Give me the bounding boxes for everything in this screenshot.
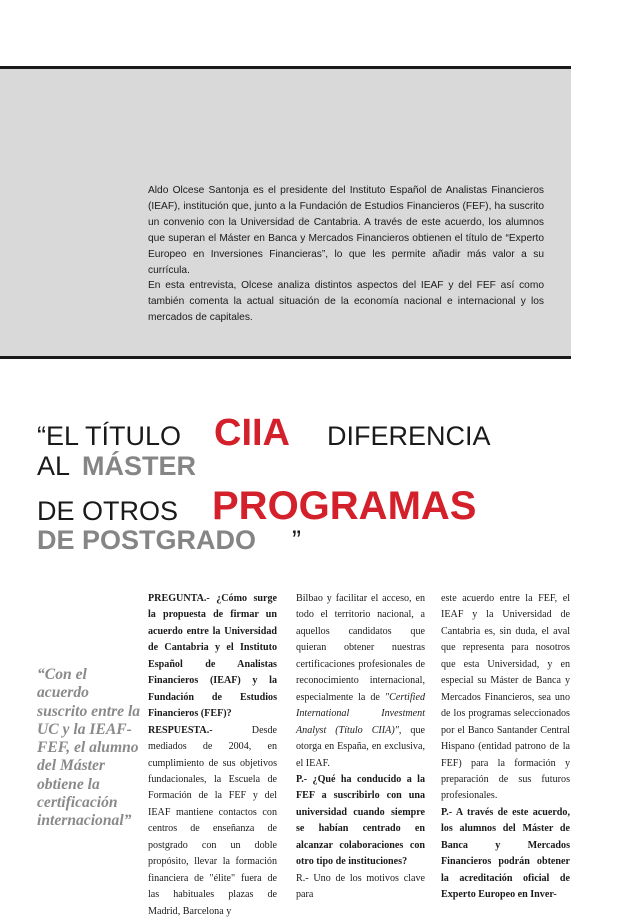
answer-1-continued: Bilbao y facilitar el acceso, en todo el territorio nacional, a aquellos candidatos que quieran obtener nuestras certificaciones profesionales de reconocimiento internacional, especialmente la de <box>296 593 425 703</box>
headline-word-grey: DE POSTGRADO <box>37 525 257 555</box>
article-column-2 <box>296 591 425 904</box>
headline-word-grey: MÁSTER <box>82 451 196 481</box>
answer-2-continued: este acuerdo entre la FEF, el IEAF y la Universidad de Cantabria es, sin duda, el aval que representa para nosotros que esta Universidad, y en especial su Máster de Banca y Mercados Financieros, sea uno de los programas seleccionados por el Banco Santander Central Hispano (entidad patrono de la FEF) para la formación y preparación de sus futuros profesionales. <box>441 593 570 802</box>
bottom-rule <box>0 356 571 359</box>
headline-word: DIFERENCIA <box>327 421 491 451</box>
headline-close-quote: ” <box>292 525 301 555</box>
intro-paragraph-2: En esta entrevista, Olcese analiza distintos aspectos del IEAF y del FEF así como también comenta la actual situación de la economía nacional e internacional y los mercados de capitales. <box>148 280 544 324</box>
intro-paragraph-1: Aldo Olcese Santonja es el presidente del Instituto Español de Analistas Financieros (IEAF), institución que, junto a la Fundación de Estudios Financieros (FEF), ha suscrito un convenio con la Universidad de Cantabria. A través de este acuerdo, los alumnos que superan el Máster en Banca y Mercados Financieros obtienen el título de “Experto Europeo en Inversiones Financieras”, lo que les permite añadir más valor a su currícula. <box>148 185 544 276</box>
headline-word-highlight: CIIA <box>214 412 290 454</box>
answer-label: RESPUESTA.- <box>148 724 213 736</box>
question-1: PREGUNTA.- ¿Cómo surge la propuesta de firmar un acuerdo entre la Universidad de Cantabria y el Instituto Español de Analistas Financieros (IEAF) y la Fundación de Estudios Financieros (FEF)? <box>148 593 277 720</box>
article-column-1 <box>148 591 277 920</box>
answer-2-start: R.- Uno de los motivos clave para <box>296 872 425 901</box>
answer-1-end: , que otorga en España, en exclusiva, el IEAF. <box>296 724 425 769</box>
question-3: P.- A través de este acuerdo, los alumnos del Máster de Banca y Mercados Financieros podrán obtener la acreditación oficial de Experto Europeo en Inver- <box>441 806 570 901</box>
intro-text <box>148 183 544 326</box>
question-2: P.- ¿Qué ha conducido a la FEF a suscribirlo con una universidad cuando siempre se habían centrado en alcanzar colaboraciones con otro tipo de instituciones? <box>296 773 425 868</box>
headline-word-highlight: PROGRAMAS <box>212 484 477 528</box>
article-column-3 <box>441 591 570 904</box>
headline-word: “EL TÍTULO <box>37 421 182 451</box>
answer-1-text: Desde mediados de 2004, en cumplimiento de sus objetivos fundacionales, la Escuela de Formación de la FEF y del IEAF mantiene contactos con centros de enseñanza de postgrado con un doble propósito, llevar la formación financiera de "élite" fuera de las habituales plazas de Madrid, Barcelona y <box>148 724 277 917</box>
top-rule <box>0 66 571 69</box>
pull-quote: “Con el acuerdo suscrito entre la UC y la IEAF-FEF, el alumno del Máster obtiene la certificación internacional” <box>37 666 141 830</box>
certification-name: "Certified International Investment Analyst (Título CIIA)" <box>296 691 425 736</box>
headline-word: DE OTROS <box>37 496 179 526</box>
headline-word: AL <box>37 451 71 481</box>
